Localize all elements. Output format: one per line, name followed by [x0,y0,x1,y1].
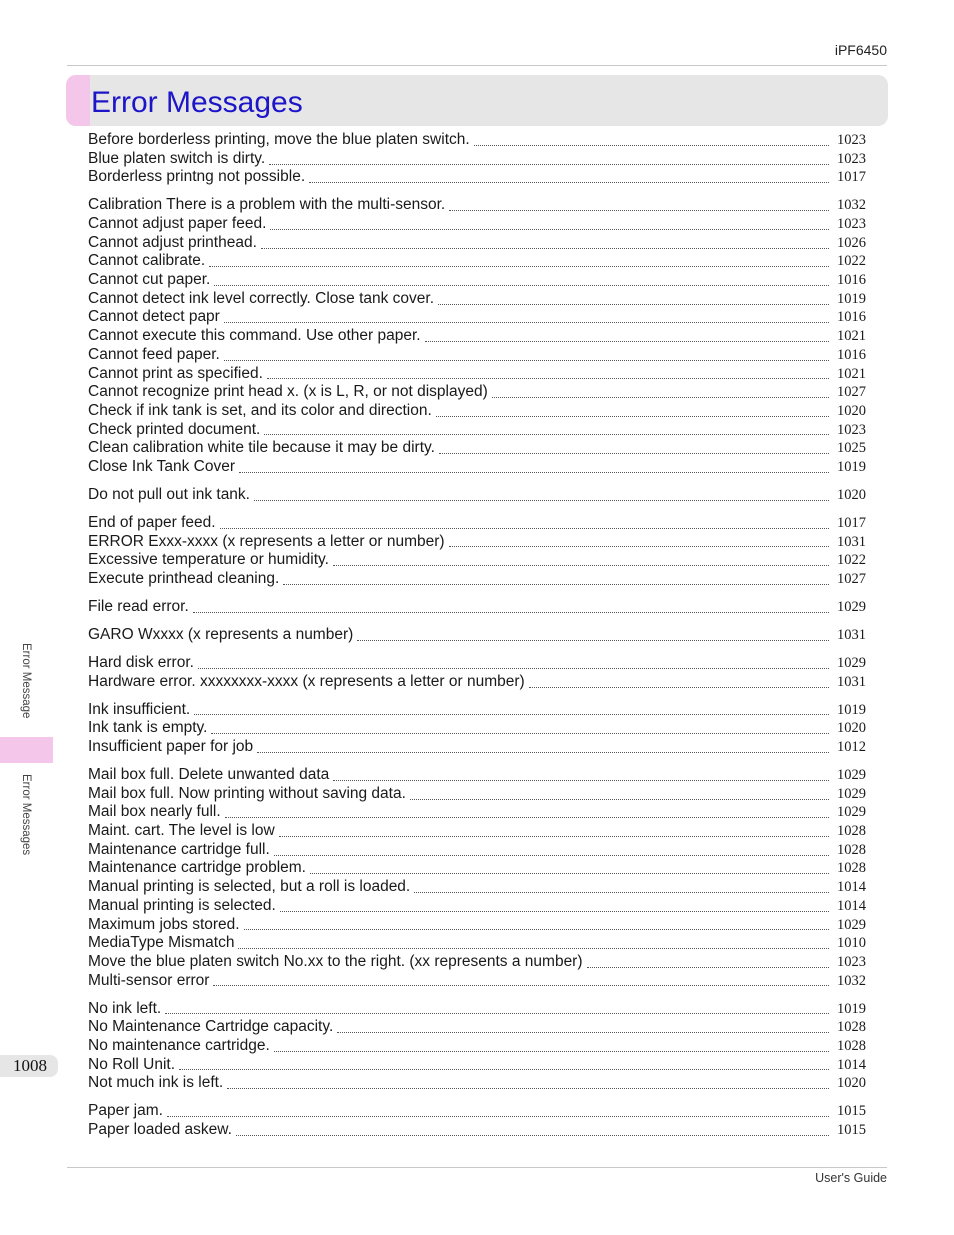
index-group [88,486,866,505]
dot-leader [213,985,829,986]
header-model: iPF6450 [834,42,887,58]
index-entry[interactable] [88,953,866,972]
entry-page-number[interactable]: 1016 [837,272,866,289]
index-entry[interactable] [88,1018,866,1037]
index-entry[interactable] [88,290,866,309]
index-entry[interactable] [88,215,866,234]
dot-leader [425,341,829,342]
dot-leader [438,304,829,305]
entry-text[interactable]: No ink left. [88,999,162,1017]
index-entry[interactable] [88,486,866,505]
entry-text[interactable]: Paper jam. [88,1102,163,1120]
index-entry[interactable] [88,934,866,953]
index-group [88,598,866,617]
error-message-index [88,131,866,1149]
index-entry[interactable] [88,654,866,673]
entry-text[interactable]: End of paper feed. [88,513,216,531]
entry-text[interactable]: Manual printing is selected. [88,896,276,914]
index-group [88,1000,866,1093]
entry-text[interactable]: Cannot adjust printhead. [88,233,257,251]
entry-page-number[interactable]: 1023 [837,150,866,167]
dot-leader [279,836,829,837]
index-entry[interactable] [88,1102,866,1121]
index-entry[interactable] [88,916,866,935]
entry-text[interactable]: Ink tank is empty. [88,719,208,737]
index-entry[interactable] [88,673,866,692]
entry-text[interactable]: Excessive temperature or humidity. [88,551,329,569]
entry-text[interactable]: Check printed document. [88,420,261,438]
entry-text[interactable]: Cannot adjust paper feed. [88,215,267,233]
index-entry[interactable] [88,570,866,589]
entry-text[interactable]: Move the blue platen switch No.xx to the right. (xx represents a number) [88,952,583,970]
index-entry[interactable] [88,841,866,860]
dot-leader [224,360,829,361]
index-entry[interactable] [88,1121,866,1140]
entry-page-number[interactable]: 1020 [837,720,866,737]
dot-leader [439,453,829,454]
dot-leader [474,145,829,146]
dot-leader [280,911,829,912]
entry-page-number[interactable]: 1020 [837,486,866,503]
index-entry[interactable] [88,719,866,738]
dot-leader [333,565,829,566]
entry-page-number[interactable]: 1019 [837,290,866,307]
index-entry[interactable] [88,196,866,215]
entry-text[interactable]: Manual printing is selected, but a roll is loaded. [88,878,411,896]
entry-text[interactable]: Hard disk error. [88,653,194,671]
index-group [88,514,866,589]
entry-page-number[interactable]: 1028 [837,841,866,858]
entry-text[interactable]: File read error. [88,598,189,615]
dot-leader [269,164,829,165]
entry-page-number[interactable]: 1022 [837,552,866,569]
entry-page-number[interactable]: 1031 [837,673,866,690]
dot-leader [165,1013,829,1014]
entry-text[interactable]: No Roll Unit. [88,1055,175,1073]
dot-leader [227,1088,829,1089]
index-entry[interactable] [88,803,866,822]
entry-page-number[interactable]: 1022 [837,253,866,270]
entry-page-number[interactable]: 1015 [837,1121,866,1138]
dot-leader [244,929,829,930]
entry-text[interactable]: No maintenance cartridge. [88,1036,270,1054]
index-entry[interactable] [88,897,866,916]
dot-leader [220,528,829,529]
index-group [88,626,866,645]
index-group [88,701,866,757]
entry-page-number[interactable]: 1029 [837,785,866,802]
index-entry[interactable] [88,308,866,327]
entry-page-number[interactable]: 1014 [837,897,866,914]
index-entry[interactable] [88,859,866,878]
index-entry[interactable] [88,383,866,402]
index-entry[interactable] [88,626,866,645]
dot-leader [257,752,829,753]
entry-page-number[interactable]: 1031 [837,533,866,550]
entry-text[interactable]: Hardware error. xxxxxxxx-xxxx (x represents a letter or number) [88,672,525,690]
dot-leader [236,1135,829,1136]
entry-text[interactable]: Cannot detect ink level correctly. Close tank cover. [88,289,435,307]
dot-leader [414,892,829,893]
index-entry[interactable] [88,402,866,421]
dot-leader [449,210,829,211]
entry-page-number[interactable]: 1012 [837,739,866,756]
entry-page-number[interactable]: 1023 [837,421,866,438]
entry-page-number[interactable]: 1032 [837,197,866,214]
entry-page-number[interactable]: 1014 [837,1056,866,1073]
index-entry[interactable] [88,271,866,290]
entry-page-number[interactable]: 1017 [837,514,866,531]
entry-page-number[interactable]: 1023 [837,132,866,148]
side-label-error-messages[interactable]: Error Messages [20,774,32,856]
index-entry[interactable] [88,365,866,384]
index-entry[interactable] [88,551,866,570]
dot-leader [193,612,829,613]
entry-text[interactable]: Check if ink tank is set, and its color and direction. [88,401,432,419]
entry-text[interactable]: Paper loaded askew. [88,1120,232,1138]
entry-text[interactable]: Cannot execute this command. Use other paper. [88,327,421,345]
entry-text[interactable]: No Maintenance Cartridge capacity. [88,1018,334,1036]
dot-leader [254,500,829,501]
entry-page-number[interactable]: 1028 [837,860,866,877]
page-title: Error Messages [91,86,303,119]
index-entry[interactable] [88,785,866,804]
dot-leader [239,472,829,473]
dot-leader [270,229,829,230]
dot-leader [214,285,829,286]
entry-page-number[interactable]: 1029 [837,916,866,933]
entry-page-number[interactable]: 1029 [837,767,866,783]
index-entry[interactable] [88,598,866,617]
entry-text[interactable]: Cannot calibrate. [88,252,206,270]
title-banner [66,75,888,126]
dot-leader [225,817,829,818]
index-entry[interactable] [88,327,866,346]
entry-text[interactable]: Maximum jobs stored. [88,915,240,933]
index-entry[interactable] [88,131,866,150]
entry-text[interactable]: Cannot feed paper. [88,345,220,363]
entry-text[interactable]: Cannot detect papr [88,308,220,326]
dot-leader [209,266,829,267]
header-rule [67,65,887,66]
dot-leader [167,1116,829,1117]
entry-page-number[interactable]: 1014 [837,879,866,896]
entry-text[interactable]: Mail box full. Now printing without saving data. [88,784,406,802]
dot-leader [261,248,829,249]
entry-page-number[interactable]: 1028 [837,1037,866,1054]
index-group [88,196,866,476]
entry-page-number[interactable]: 1023 [837,953,866,970]
index-entry[interactable] [88,252,866,271]
index-entry[interactable] [88,766,866,785]
entry-page-number[interactable]: 1026 [837,234,866,251]
entry-page-number[interactable]: 1020 [837,1075,866,1092]
dot-leader [194,714,829,715]
entry-text[interactable]: Before borderless printing, move the blue platen switch. [88,131,470,148]
dot-leader [309,182,829,183]
dot-leader [264,434,829,435]
entry-text[interactable]: Cannot cut paper. [88,271,211,289]
entry-page-number[interactable]: 1028 [837,1019,866,1036]
entry-page-number[interactable]: 1028 [837,823,866,840]
entry-text[interactable]: Maintenance cartridge full. [88,840,270,858]
entry-text[interactable]: ERROR Exxx-xxxx (x represents a letter or number) [88,532,445,550]
entry-page-number[interactable]: 1029 [837,804,866,821]
entry-page-number[interactable]: 1021 [837,328,866,345]
index-entry[interactable] [88,701,866,720]
entry-text[interactable]: Insufficient paper for job [88,738,254,756]
index-entry[interactable] [88,234,866,253]
footer-guide-label: User's Guide [815,1171,887,1185]
dot-leader [211,733,829,734]
dot-leader [224,322,829,323]
dot-leader [310,873,829,874]
entry-page-number[interactable]: 1015 [837,1103,866,1120]
dot-leader [179,1069,829,1070]
entry-page-number[interactable]: 1019 [837,1000,866,1017]
entry-text[interactable]: Ink insufficient. [88,700,191,718]
entry-text[interactable]: Not much ink is left. [88,1074,224,1092]
entry-page-number[interactable]: 1029 [837,654,866,671]
index-entry[interactable] [88,421,866,440]
dot-leader [283,584,829,585]
dot-leader [449,546,829,547]
dot-leader [436,416,829,417]
dot-leader [198,668,829,669]
entry-page-number[interactable]: 1025 [837,440,866,457]
index-entry[interactable] [88,458,866,477]
index-group [88,1102,866,1139]
entry-page-number[interactable]: 1020 [837,402,866,419]
index-entry[interactable] [88,346,866,365]
entry-text[interactable]: GARO Wxxxx (x represents a number) [88,625,354,643]
page-number-badge [0,1055,58,1077]
index-entry[interactable] [88,168,866,187]
index-entry[interactable] [88,150,866,169]
entry-page-number[interactable]: 1027 [837,384,866,401]
entry-page-number[interactable]: 1019 [837,458,866,475]
entry-text[interactable]: Cannot print as specified. [88,364,263,382]
index-entry[interactable] [88,878,866,897]
dot-leader [274,1051,829,1052]
entry-page-number[interactable]: 1016 [837,309,866,326]
entry-page-number[interactable]: 1010 [837,935,866,952]
dot-leader [238,948,829,949]
index-group [88,654,866,691]
entry-text[interactable]: Multi-sensor error [88,971,210,989]
page-number: 1008 [13,1056,47,1075]
entry-text[interactable]: Do not pull out ink tank. [88,485,250,503]
entry-page-number[interactable]: 1029 [837,599,866,615]
entry-page-number[interactable]: 1031 [837,626,866,643]
entry-page-number[interactable]: 1027 [837,571,866,588]
index-entry[interactable] [88,439,866,458]
dot-leader [267,378,829,379]
dot-leader [587,967,829,968]
dot-leader [492,397,829,398]
entry-page-number[interactable]: 1017 [837,169,866,186]
dot-leader [410,799,829,800]
entry-page-number[interactable]: 1021 [837,365,866,382]
dot-leader [274,855,829,856]
index-group [88,131,866,187]
entry-text[interactable]: Close Ink Tank Cover [88,457,236,475]
entry-page-number[interactable]: 1019 [837,701,866,718]
index-entry[interactable] [88,514,866,533]
index-entry[interactable] [88,1074,866,1093]
entry-text[interactable]: Mail box full. Delete unwanted data [88,766,330,783]
entry-text[interactable]: Maint. cart. The level is low [88,822,275,840]
entry-text[interactable]: Execute printhead cleaning. [88,570,280,588]
index-entry[interactable] [88,822,866,841]
entry-text[interactable]: Mail box nearly full. [88,803,221,821]
side-label-error-message[interactable]: Error Message [20,643,32,719]
side-tab-marker [0,737,53,763]
entry-text[interactable]: Maintenance cartridge problem. [88,859,306,877]
entry-text[interactable]: Calibration There is a problem with the multi-sensor. [88,196,446,214]
entry-text[interactable]: MediaType Mismatch [88,934,235,952]
dot-leader [333,780,829,781]
entry-page-number[interactable]: 1016 [837,346,866,363]
index-group [88,766,866,990]
index-entry[interactable] [88,1056,866,1075]
footer-rule [67,1167,887,1168]
entry-text[interactable]: Cannot recognize print head x. (x is L, R, or not displayed) [88,383,488,401]
index-entry[interactable] [88,738,866,757]
index-entry[interactable] [88,1037,866,1056]
dot-leader [529,687,829,688]
entry-page-number[interactable]: 1023 [837,216,866,233]
dot-leader [357,640,829,641]
index-entry[interactable] [88,972,866,991]
entry-text[interactable]: Blue platen switch is dirty. [88,149,266,167]
index-entry[interactable] [88,533,866,552]
index-entry[interactable] [88,1000,866,1019]
entry-text[interactable]: Borderless printng not possible. [88,168,306,186]
entry-page-number[interactable]: 1032 [837,972,866,989]
entry-text[interactable]: Clean calibration white tile because it may be dirty. [88,439,435,457]
dot-leader [337,1032,829,1033]
